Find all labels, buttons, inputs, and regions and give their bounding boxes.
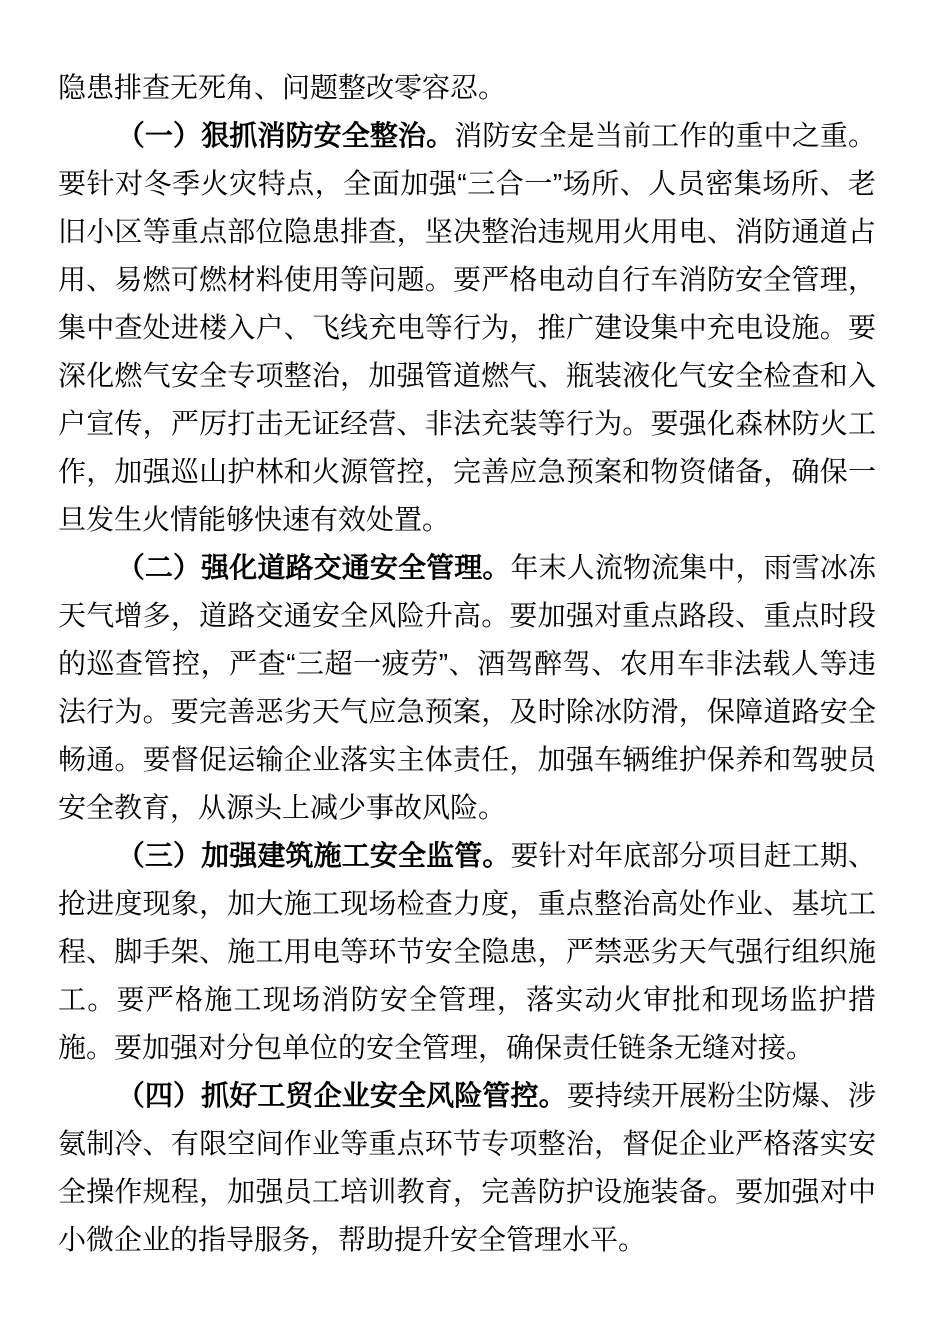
paragraph-section-4 xyxy=(58,1072,876,1264)
paragraph-text-run: 要针对年底部分项目赶工期、抢进度现象，加大施工现场检查力度，重点整治高处作业、基坑工程、脚手架、施工用电等环节安全隐患，严禁恶劣天气强行组织施工。要严格施工现场消防安全管理，落实动火审批和现场监护措施。要加强对分包单位的安全管理，确保责任链条无缝对接。 xyxy=(58,840,876,1063)
document-body xyxy=(58,64,876,1264)
paragraph-heading-run: （二）强化道路交通安全管理。 xyxy=(116,552,511,583)
paragraph-section-3 xyxy=(58,832,876,1072)
paragraph-heading-run: （三）加强建筑施工安全监管。 xyxy=(116,840,511,871)
paragraph-section-1 xyxy=(58,112,876,544)
paragraph-text-run: 年末人流物流集中，雨雪冰冻天气增多，道路交通安全风险升高。要加强对重点路段、重点时段的巡查管控，严查“三超一疲劳”、酒驾醉驾、农用车非法载人等违法行为。要完善恶劣天气应急预案，及时除冰防滑，保障道路安全畅通。要督促运输企业落实主体责任，加强车辆维护保养和驾驶员安全教育，从源头上减少事故风险。 xyxy=(58,552,876,823)
paragraph-heading-run: （四）抓好工贸企业安全风险管控。 xyxy=(116,1080,567,1111)
paragraph-text-run: 消防安全是当前工作的重中之重。要针对冬季火灾特点，全面加强“三合一”场所、人员密集场所、老旧小区等重点部位隐患排查，坚决整治违规用火用电、消防通道占用、易燃可燃材料使用等问题。要严格电动自行车消防安全管理，集中查处进楼入户、飞线充电等行为，推广建设集中充电设施。要深化燃气安全专项整治，加强管道燃气、瓶装液化气安全检查和入户宣传，严厉打击无证经营、非法充装等行为。要强化森林防火工作，加强巡山护林和火源管控，完善应急预案和物资储备，确保一旦发生火情能够快速有效处置。 xyxy=(58,120,876,535)
paragraph-section-2 xyxy=(58,544,876,832)
paragraph-text-run: 要持续开展粉尘防爆、涉氨制冷、有限空间作业等重点环节专项整治，督促企业严格落实安全操作规程，加强员工培训教育，完善防护设施装备。要加强对中小微企业的指导服务，帮助提升安全管理水平。 xyxy=(58,1080,876,1255)
paragraph-heading-run: （一）狠抓消防安全整治。 xyxy=(116,120,455,151)
paragraph-intro-continuation xyxy=(58,64,876,112)
paragraph-text-run: 隐患排查无死角、问题整改零容忍。 xyxy=(58,72,507,103)
